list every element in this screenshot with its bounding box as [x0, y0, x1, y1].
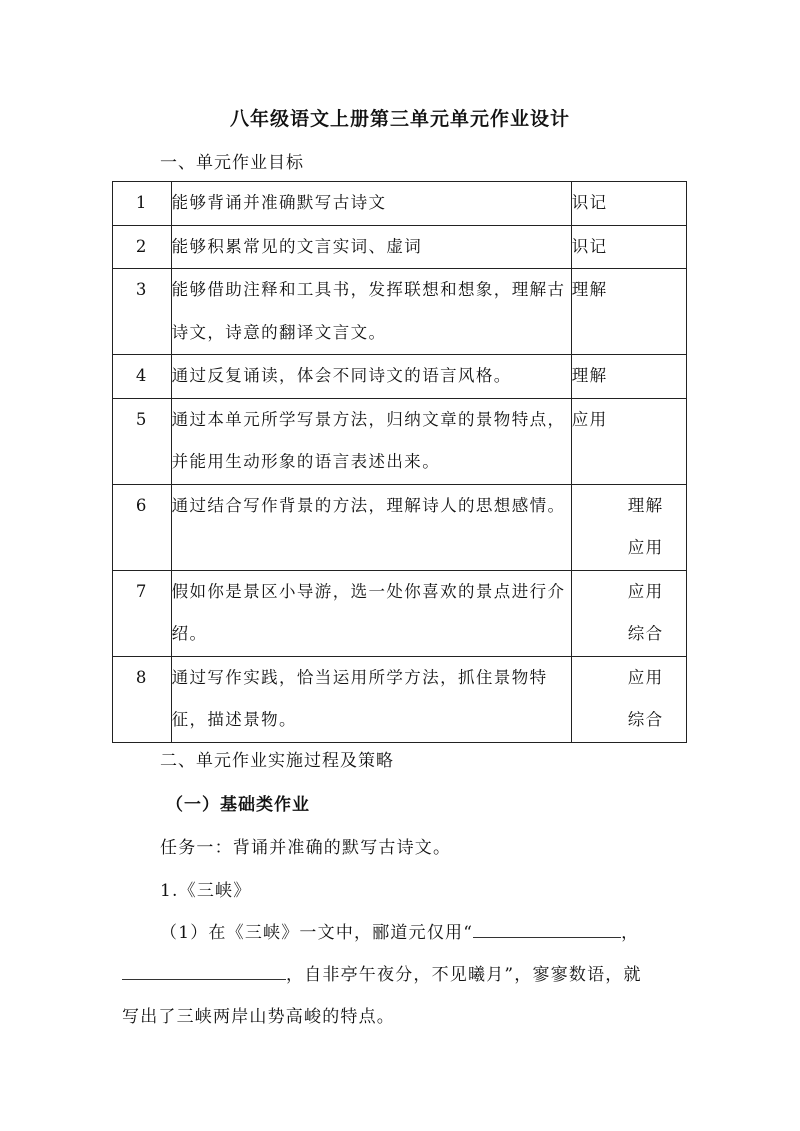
level-label: 应用: [627, 667, 664, 687]
question-line-2: [122, 960, 642, 985]
level-label: 识记: [571, 193, 608, 212]
goal-description: 通过本单元所学写景方法，归纳文章的景物特点，并能用生动形象的语言表述出来。: [171, 398, 571, 484]
goal-number: 1: [113, 182, 172, 226]
level-label: 综合: [627, 624, 664, 643]
table-row: [113, 182, 687, 226]
table-row: [113, 269, 687, 355]
question-text: （1）在《三峡》一文中，郦道元仅用“: [160, 923, 474, 943]
question-text: ，: [621, 923, 640, 943]
goal-description: 假如你是景区小导游，选一处你喜欢的景点进行介绍。: [171, 570, 571, 656]
level-label: 综合: [627, 710, 664, 729]
table-row: [113, 484, 687, 570]
question-text: ，自非亭午夜分，不见曦月”，寥寥数语，就: [286, 965, 642, 985]
document-title: 八年级语文上册第三单元单元作业设计: [229, 108, 570, 130]
level-label: 应用: [571, 409, 608, 429]
goal-level: [571, 182, 686, 226]
goal-description: 能够积累常见的文言实词、虚词: [171, 225, 571, 269]
goal-description: 通过反复诵读，体会不同诗文的语言风格。: [171, 355, 571, 399]
level-label: 应用: [627, 538, 664, 557]
table-row: [113, 225, 687, 269]
goal-description: 通过结合写作背景的方法，理解诗人的思想感情。: [171, 484, 571, 570]
goal-level: [571, 484, 686, 570]
goal-number: 6: [113, 484, 172, 570]
goal-number: 5: [113, 398, 172, 484]
goal-number: 8: [113, 656, 172, 742]
table-row: [113, 570, 687, 656]
table-row: [113, 398, 687, 484]
question-line-3: 写出了三峡两岸山势高峻的特点。: [122, 1007, 395, 1027]
goal-description: 通过写作实践，恰当运用所学方法，抓住景物特征，描述景物。: [171, 656, 571, 742]
table-row: [113, 656, 687, 742]
level-label: 识记: [571, 236, 608, 256]
goal-level: [571, 355, 686, 399]
level-label: 应用: [627, 581, 664, 601]
table-row: [113, 355, 687, 399]
section-heading-goals: 一、单元作业目标: [160, 153, 304, 173]
goal-level: [571, 570, 686, 656]
goal-number: 7: [113, 570, 172, 656]
goal-level: [571, 656, 686, 742]
goal-level: [571, 398, 686, 484]
fill-blank-2: [122, 965, 286, 980]
goal-level: [571, 269, 686, 355]
section-heading-process: 二、单元作业实施过程及策略: [160, 751, 394, 771]
goal-number: 3: [113, 269, 172, 355]
goal-number: 4: [113, 355, 172, 399]
level-label: 理解: [571, 280, 608, 299]
level-label: 理解: [627, 495, 664, 515]
goal-description: 能够借助注释和工具书，发挥联想和想象，理解古诗文，诗意的翻译文言文。: [171, 269, 571, 355]
goal-level: [571, 225, 686, 269]
goals-table: [112, 181, 687, 743]
question-line-1: [160, 918, 639, 943]
subsection-heading: （一）基础类作业: [166, 795, 310, 815]
task-text: 任务一：背诵并准确的默写古诗文。: [160, 838, 452, 858]
goal-description: 能够背诵并准确默写古诗文: [171, 182, 571, 226]
item-title: 1.《三峡》: [160, 881, 252, 901]
fill-blank-1: [473, 923, 621, 938]
goal-number: 2: [113, 225, 172, 269]
level-label: 理解: [571, 366, 608, 385]
